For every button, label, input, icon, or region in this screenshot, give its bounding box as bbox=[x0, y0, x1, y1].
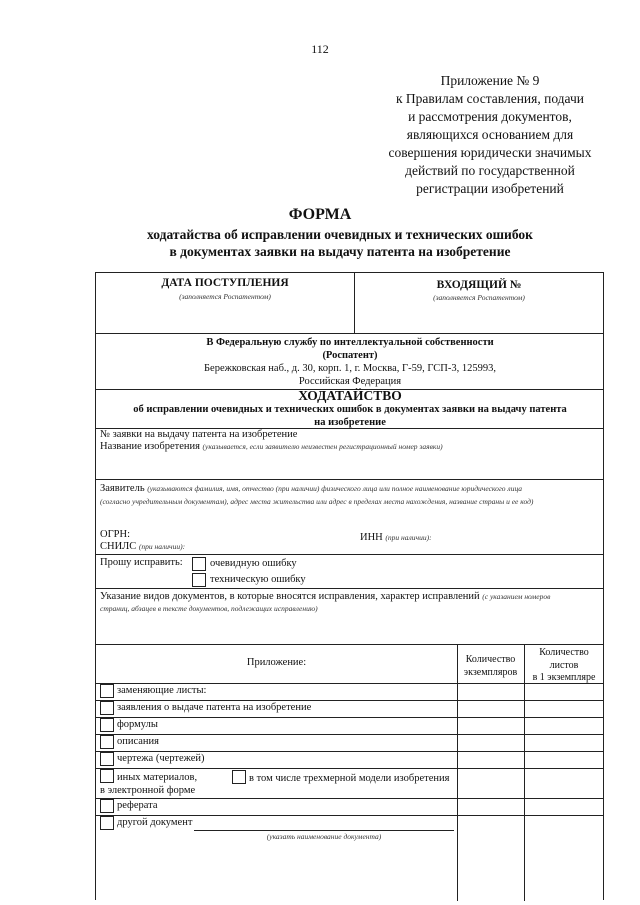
ogrn-label: ОГРН: bbox=[100, 529, 130, 540]
sheets-header-line: листов bbox=[549, 659, 579, 671]
drawings-checkbox[interactable] bbox=[100, 752, 114, 766]
technical-error-checkbox[interactable] bbox=[192, 573, 206, 587]
date-received-note: (заполняется Роспатентом) bbox=[179, 292, 271, 301]
applicant-note-line1: (указываются фамилия, имя, отчество (при наличии) физического лица или полное наименование юридического лица bbox=[147, 484, 523, 493]
other-document-field[interactable] bbox=[194, 830, 454, 831]
snils-label: СНИЛС bbox=[100, 541, 137, 552]
copies-header-line: Количество bbox=[465, 654, 516, 665]
incoming-number-note: (заполняется Роспатентом) bbox=[433, 293, 525, 302]
addressee-address: Бережковская наб., д. 30, корп. 1, г. Москва, Г-59, ГСП-3, 125993, bbox=[204, 363, 496, 374]
other-materials-label: иных материалов, bbox=[117, 772, 198, 783]
other-document-label: другой документ bbox=[117, 817, 193, 828]
appendix-line: совершения юридически значимых bbox=[388, 145, 592, 160]
sheets-column-header bbox=[524, 647, 604, 685]
addressee-line2: (Роспатент) bbox=[322, 350, 378, 361]
model-3d-checkbox[interactable] bbox=[232, 770, 246, 784]
form-subtitle-line: в документах заявки на выдачу патента на изобретение bbox=[169, 244, 511, 259]
copies-header-line: экземпляров bbox=[463, 667, 518, 678]
attachment-item: описания bbox=[117, 736, 160, 747]
appendix-line: действий по государственной bbox=[405, 163, 575, 178]
other-materials-checkbox[interactable] bbox=[100, 769, 114, 783]
attachments-header: Приложение: bbox=[246, 657, 307, 668]
petition-title: ХОДАТАЙСТВО bbox=[298, 388, 402, 403]
documents-note-part1: (с указанием номеров bbox=[482, 592, 551, 601]
obvious-error-label: очевидную ошибку bbox=[210, 558, 297, 569]
application-checkbox[interactable] bbox=[100, 701, 114, 715]
obvious-error-checkbox[interactable] bbox=[192, 557, 206, 571]
electronic-form-label: в электронной форме bbox=[100, 785, 196, 796]
appendix-line: и рассмотрения документов, bbox=[408, 109, 572, 124]
appendix-line: Приложение № 9 bbox=[440, 73, 540, 88]
technical-error-label: техническую ошибку bbox=[210, 574, 306, 585]
attachment-item: чертежа (чертежей) bbox=[117, 753, 205, 764]
appendix-line: к Правилам составления, подачи bbox=[395, 91, 585, 106]
form-subtitle-line: ходатайства об исправлении очевидных и технических ошибок bbox=[147, 227, 533, 242]
claims-checkbox[interactable] bbox=[100, 718, 114, 732]
model-3d-label: в том числе трехмерной модели изобретения bbox=[249, 773, 450, 784]
snils-note: (при наличии): bbox=[138, 542, 186, 551]
invention-name-note: (указывается, если заявителю неизвестен регистрационный номер заявки) bbox=[202, 442, 443, 451]
documents-note-part2: страниц, абзацев в тексте документов, подлежащих исправлению) bbox=[100, 604, 318, 613]
inn-label: ИНН bbox=[360, 532, 383, 543]
applicant-row bbox=[100, 483, 522, 494]
application-number-label: № заявки на выдачу патента на изобретение bbox=[100, 429, 298, 440]
inn-note: (при наличии): bbox=[385, 533, 432, 542]
attachment-item: формулы bbox=[117, 719, 158, 730]
appendix-line: регистрации изобретений bbox=[416, 181, 564, 196]
abstract-label: реферата bbox=[117, 800, 158, 811]
documents-row bbox=[100, 591, 550, 602]
sheets-header-line: в 1 экземпляре bbox=[532, 672, 596, 683]
petition-subtitle-line2: на изобретение bbox=[314, 417, 386, 428]
documents-label: Указание видов документов, в которые вносятся исправления, характер исправлений bbox=[100, 591, 480, 602]
invention-name-row bbox=[100, 441, 443, 452]
replacement-sheets-checkbox[interactable] bbox=[100, 684, 114, 698]
attachment-item: заявления о выдаче патента на изобретение bbox=[117, 702, 312, 713]
incoming-number-label: ВХОДЯЩИЙ № bbox=[436, 279, 522, 291]
inn-row bbox=[360, 532, 432, 543]
form-subtitle bbox=[90, 226, 590, 260]
applicant-note-line2: (согласно учредительным документам), адрес места жительства или адрес в пределах места нахождения, название страны и ее код) bbox=[100, 497, 534, 506]
correct-label: Прошу исправить: bbox=[100, 557, 183, 568]
abstract-checkbox[interactable] bbox=[100, 799, 114, 813]
form-title: ФОРМА bbox=[288, 206, 352, 223]
addressee-country: Российская Федерация bbox=[298, 376, 402, 387]
sheets-header-line: Количество bbox=[539, 647, 589, 658]
other-document-checkbox[interactable] bbox=[100, 816, 114, 830]
appendix-block bbox=[355, 72, 625, 198]
applicant-label: Заявитель bbox=[100, 483, 145, 494]
description-checkbox[interactable] bbox=[100, 735, 114, 749]
copies-column-header bbox=[457, 653, 524, 679]
page-number: 112 bbox=[311, 42, 329, 56]
invention-name-label: Название изобретения bbox=[100, 441, 200, 452]
snils-row bbox=[100, 541, 185, 552]
appendix-line: являющихся основанием для bbox=[406, 127, 574, 142]
attachment-item: заменяющие листы: bbox=[117, 685, 207, 696]
petition-subtitle-line1: об исправлении очевидных и технических ошибок в документах заявки на выдачу патента bbox=[133, 404, 567, 415]
date-received-label: ДАТА ПОСТУПЛЕНИЯ bbox=[161, 277, 289, 289]
petition-form bbox=[95, 272, 604, 900]
other-document-note: (указать наименование документа) bbox=[266, 832, 382, 841]
addressee-line1: В Федеральную службу по интеллектуальной собственности bbox=[206, 337, 494, 348]
